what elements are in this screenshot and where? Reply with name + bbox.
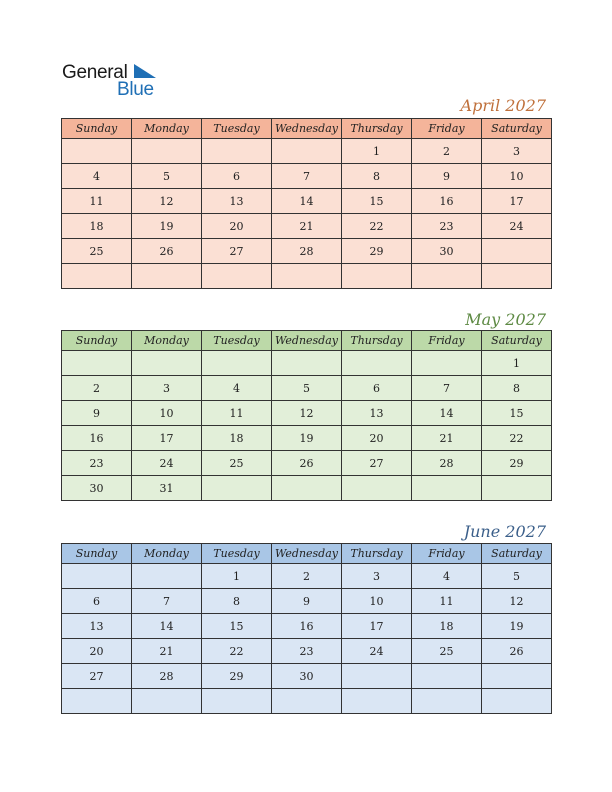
month-title-may: May 2027	[465, 310, 546, 329]
day-cell: 13	[202, 189, 272, 214]
week-row	[62, 564, 552, 589]
day-cell: 8	[342, 164, 412, 189]
weekday-header: Sunday	[62, 544, 132, 564]
day-cell: 26	[482, 639, 552, 664]
day-cell: 13	[62, 614, 132, 639]
day-cell: 4	[202, 376, 272, 401]
weekday-header: Wednesday	[272, 544, 342, 564]
day-cell: 31	[132, 476, 202, 501]
day-cell: 28	[412, 451, 482, 476]
day-cell: 21	[412, 426, 482, 451]
day-cell	[132, 264, 202, 289]
day-cell: 3	[342, 564, 412, 589]
day-cell	[272, 689, 342, 714]
weekday-header: Saturday	[482, 119, 552, 139]
day-cell: 22	[482, 426, 552, 451]
day-cell	[132, 564, 202, 589]
week-row	[62, 476, 552, 501]
day-cell: 21	[132, 639, 202, 664]
week-row	[62, 239, 552, 264]
day-cell: 18	[62, 214, 132, 239]
day-cell: 9	[412, 164, 482, 189]
weekday-header: Saturday	[482, 544, 552, 564]
weekday-header: Tuesday	[202, 544, 272, 564]
day-cell	[132, 351, 202, 376]
day-cell: 8	[482, 376, 552, 401]
day-cell: 24	[482, 214, 552, 239]
day-cell	[482, 264, 552, 289]
day-cell: 7	[132, 589, 202, 614]
logo-text-general: General	[62, 62, 128, 83]
day-cell	[412, 664, 482, 689]
day-cell	[482, 476, 552, 501]
day-cell	[272, 264, 342, 289]
day-cell	[202, 689, 272, 714]
weekday-header: Wednesday	[272, 331, 342, 351]
day-cell: 25	[412, 639, 482, 664]
day-cell: 5	[132, 164, 202, 189]
logo-text-blue: Blue	[117, 79, 154, 100]
day-cell: 11	[202, 401, 272, 426]
weekday-header-row	[62, 119, 552, 139]
week-row	[62, 351, 552, 376]
day-cell: 21	[272, 214, 342, 239]
week-row	[62, 664, 552, 689]
week-row	[62, 214, 552, 239]
day-cell: 24	[342, 639, 412, 664]
day-cell	[482, 239, 552, 264]
day-cell: 20	[342, 426, 412, 451]
day-cell	[62, 139, 132, 164]
day-cell	[342, 689, 412, 714]
day-cell: 23	[412, 214, 482, 239]
week-row	[62, 426, 552, 451]
day-cell: 30	[272, 664, 342, 689]
weekday-header: Sunday	[62, 119, 132, 139]
day-cell	[482, 689, 552, 714]
calendar-june	[61, 543, 552, 714]
weekday-header: Wednesday	[272, 119, 342, 139]
day-cell: 26	[272, 451, 342, 476]
day-cell: 26	[132, 239, 202, 264]
day-cell: 28	[272, 239, 342, 264]
calendar-may	[61, 330, 552, 501]
day-cell: 3	[482, 139, 552, 164]
day-cell: 6	[62, 589, 132, 614]
day-cell: 11	[412, 589, 482, 614]
day-cell: 15	[202, 614, 272, 639]
day-cell: 17	[482, 189, 552, 214]
day-cell	[412, 476, 482, 501]
day-cell	[272, 476, 342, 501]
week-row	[62, 139, 552, 164]
weekday-header: Monday	[132, 331, 202, 351]
day-cell	[62, 351, 132, 376]
day-cell	[342, 351, 412, 376]
weekday-header: Friday	[412, 119, 482, 139]
day-cell: 30	[62, 476, 132, 501]
day-cell	[412, 689, 482, 714]
day-cell: 27	[342, 451, 412, 476]
day-cell: 14	[132, 614, 202, 639]
logo	[62, 60, 162, 102]
day-cell	[272, 139, 342, 164]
week-row	[62, 451, 552, 476]
day-cell: 6	[202, 164, 272, 189]
day-cell	[342, 664, 412, 689]
day-cell: 10	[342, 589, 412, 614]
day-cell	[62, 264, 132, 289]
day-cell: 27	[62, 664, 132, 689]
day-cell	[342, 264, 412, 289]
logo-triangle-icon	[134, 64, 156, 78]
weekday-header: Saturday	[482, 331, 552, 351]
weekday-header-row	[62, 331, 552, 351]
week-row	[62, 614, 552, 639]
day-cell: 16	[412, 189, 482, 214]
day-cell	[412, 264, 482, 289]
day-cell: 29	[202, 664, 272, 689]
weekday-header: Friday	[412, 331, 482, 351]
day-cell: 5	[482, 564, 552, 589]
day-cell	[132, 689, 202, 714]
day-cell: 18	[412, 614, 482, 639]
day-cell: 2	[412, 139, 482, 164]
day-cell: 10	[482, 164, 552, 189]
month-title-april: April 2027	[460, 96, 546, 115]
day-cell: 24	[132, 451, 202, 476]
day-cell: 30	[412, 239, 482, 264]
weekday-header: Monday	[132, 119, 202, 139]
week-row	[62, 639, 552, 664]
day-cell: 1	[482, 351, 552, 376]
day-cell	[62, 564, 132, 589]
month-title-june: June 2027	[463, 522, 546, 541]
weekday-header: Tuesday	[202, 331, 272, 351]
day-cell: 14	[412, 401, 482, 426]
day-cell: 5	[272, 376, 342, 401]
day-cell: 15	[482, 401, 552, 426]
day-cell: 25	[62, 239, 132, 264]
day-cell: 7	[412, 376, 482, 401]
day-cell: 29	[482, 451, 552, 476]
day-cell: 18	[202, 426, 272, 451]
day-cell: 29	[342, 239, 412, 264]
day-cell: 28	[132, 664, 202, 689]
day-cell: 14	[272, 189, 342, 214]
day-cell: 16	[272, 614, 342, 639]
day-cell: 15	[342, 189, 412, 214]
day-cell: 2	[62, 376, 132, 401]
weekday-header-row	[62, 544, 552, 564]
day-cell	[202, 139, 272, 164]
day-cell: 17	[342, 614, 412, 639]
day-cell	[132, 139, 202, 164]
day-cell	[342, 476, 412, 501]
calendar-april	[61, 118, 552, 289]
day-cell: 1	[342, 139, 412, 164]
day-cell: 9	[62, 401, 132, 426]
week-row	[62, 589, 552, 614]
day-cell: 12	[272, 401, 342, 426]
day-cell	[272, 351, 342, 376]
week-row	[62, 376, 552, 401]
weekday-header: Sunday	[62, 331, 132, 351]
week-row	[62, 189, 552, 214]
weekday-header: Thursday	[342, 119, 412, 139]
week-row	[62, 689, 552, 714]
day-cell: 7	[272, 164, 342, 189]
day-cell: 25	[202, 451, 272, 476]
day-cell: 27	[202, 239, 272, 264]
day-cell	[202, 351, 272, 376]
day-cell: 6	[342, 376, 412, 401]
day-cell: 8	[202, 589, 272, 614]
week-row	[62, 401, 552, 426]
day-cell: 12	[132, 189, 202, 214]
day-cell: 12	[482, 589, 552, 614]
day-cell: 3	[132, 376, 202, 401]
weekday-header: Tuesday	[202, 119, 272, 139]
day-cell	[202, 476, 272, 501]
day-cell: 20	[202, 214, 272, 239]
day-cell: 13	[342, 401, 412, 426]
day-cell: 23	[62, 451, 132, 476]
day-cell: 10	[132, 401, 202, 426]
day-cell	[412, 351, 482, 376]
day-cell: 9	[272, 589, 342, 614]
day-cell: 17	[132, 426, 202, 451]
day-cell: 1	[202, 564, 272, 589]
week-row	[62, 264, 552, 289]
day-cell: 19	[272, 426, 342, 451]
day-cell: 22	[202, 639, 272, 664]
weekday-header: Monday	[132, 544, 202, 564]
day-cell	[202, 264, 272, 289]
weekday-header: Thursday	[342, 331, 412, 351]
day-cell: 19	[482, 614, 552, 639]
day-cell: 22	[342, 214, 412, 239]
day-cell: 11	[62, 189, 132, 214]
day-cell: 16	[62, 426, 132, 451]
weekday-header: Thursday	[342, 544, 412, 564]
day-cell: 2	[272, 564, 342, 589]
day-cell: 20	[62, 639, 132, 664]
weekday-header: Friday	[412, 544, 482, 564]
week-row	[62, 164, 552, 189]
day-cell	[62, 689, 132, 714]
day-cell: 4	[62, 164, 132, 189]
day-cell: 23	[272, 639, 342, 664]
day-cell: 19	[132, 214, 202, 239]
day-cell: 4	[412, 564, 482, 589]
day-cell	[482, 664, 552, 689]
